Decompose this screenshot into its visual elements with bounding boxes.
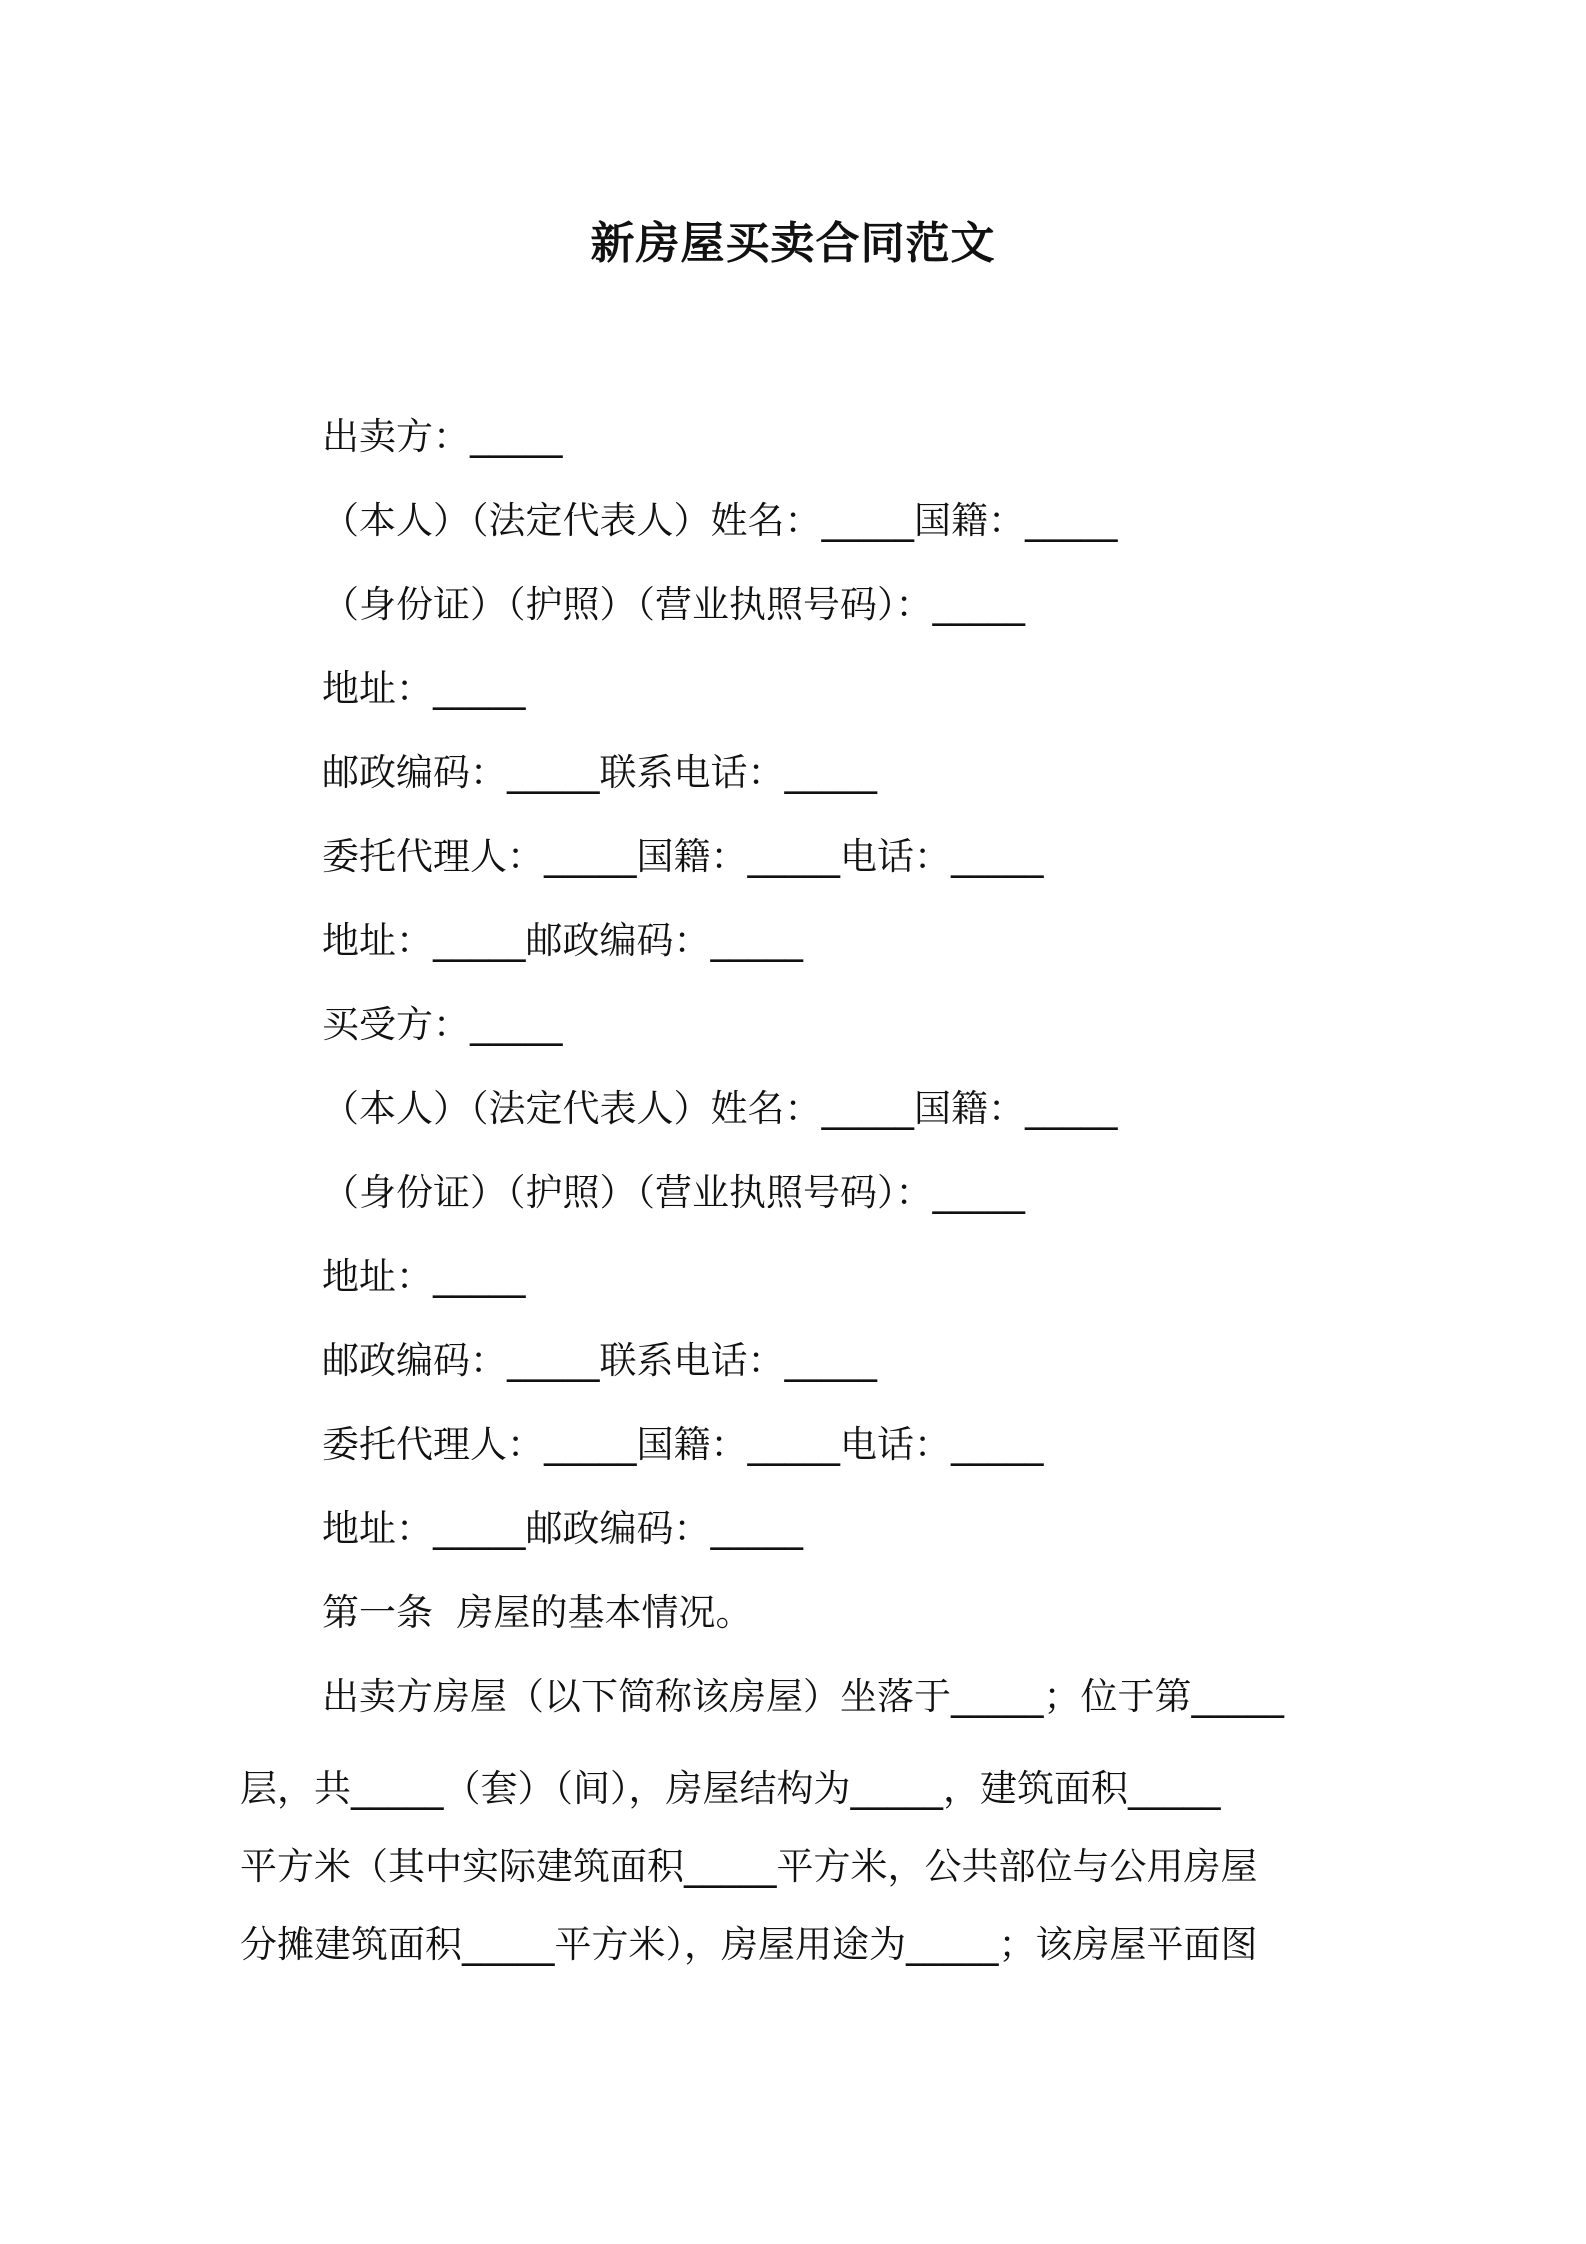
article-one-heading: 第一条 房屋的基本情况。 [322,1591,753,1634]
article-one-paragraph-line: 平方米（其中实际建筑面积_____平方米，公共部位与公用房屋 [240,1845,1258,1888]
article-one-paragraph-line: 层，共_____（套）（间），房屋结构为_____，建筑面积_____ [240,1767,1221,1810]
article-one-paragraph-line: 分摊建筑面积_____平方米），房屋用途为_____；该房屋平面图 [240,1923,1258,1966]
document-title: 新房屋买卖合同范文 [590,218,996,269]
buyer-address-line: 地址：_____ [322,1255,526,1298]
article-one-paragraph-line: 出卖方房屋（以下简称该房屋）坐落于_____；位于第_____ [322,1675,1284,1718]
buyer-label-line: 买受方：_____ [322,1003,563,1046]
buyer-postcode-line: 邮政编码：_____联系电话：_____ [322,1339,877,1382]
seller-name-line: （本人）（法定代表人）姓名：_____国籍：_____ [322,499,1118,542]
seller-label-line: 出卖方：_____ [322,415,563,458]
seller-agent-line: 委托代理人：_____国籍：_____电话：_____ [322,835,1044,878]
seller-address-line: 地址：_____ [322,667,526,710]
seller-postcode-line: 邮政编码：_____联系电话：_____ [322,751,877,794]
seller-agent-address-line: 地址：_____邮政编码：_____ [322,919,803,962]
buyer-agent-address-line: 地址：_____邮政编码：_____ [322,1507,803,1550]
buyer-agent-line: 委托代理人：_____国籍：_____电话：_____ [322,1423,1044,1466]
seller-id-line: （身份证）（护照）（营业执照号码）：_____ [322,583,1025,626]
buyer-id-line: （身份证）（护照）（营业执照号码）：_____ [322,1171,1025,1214]
buyer-name-line: （本人）（法定代表人）姓名：_____国籍：_____ [322,1087,1118,1130]
